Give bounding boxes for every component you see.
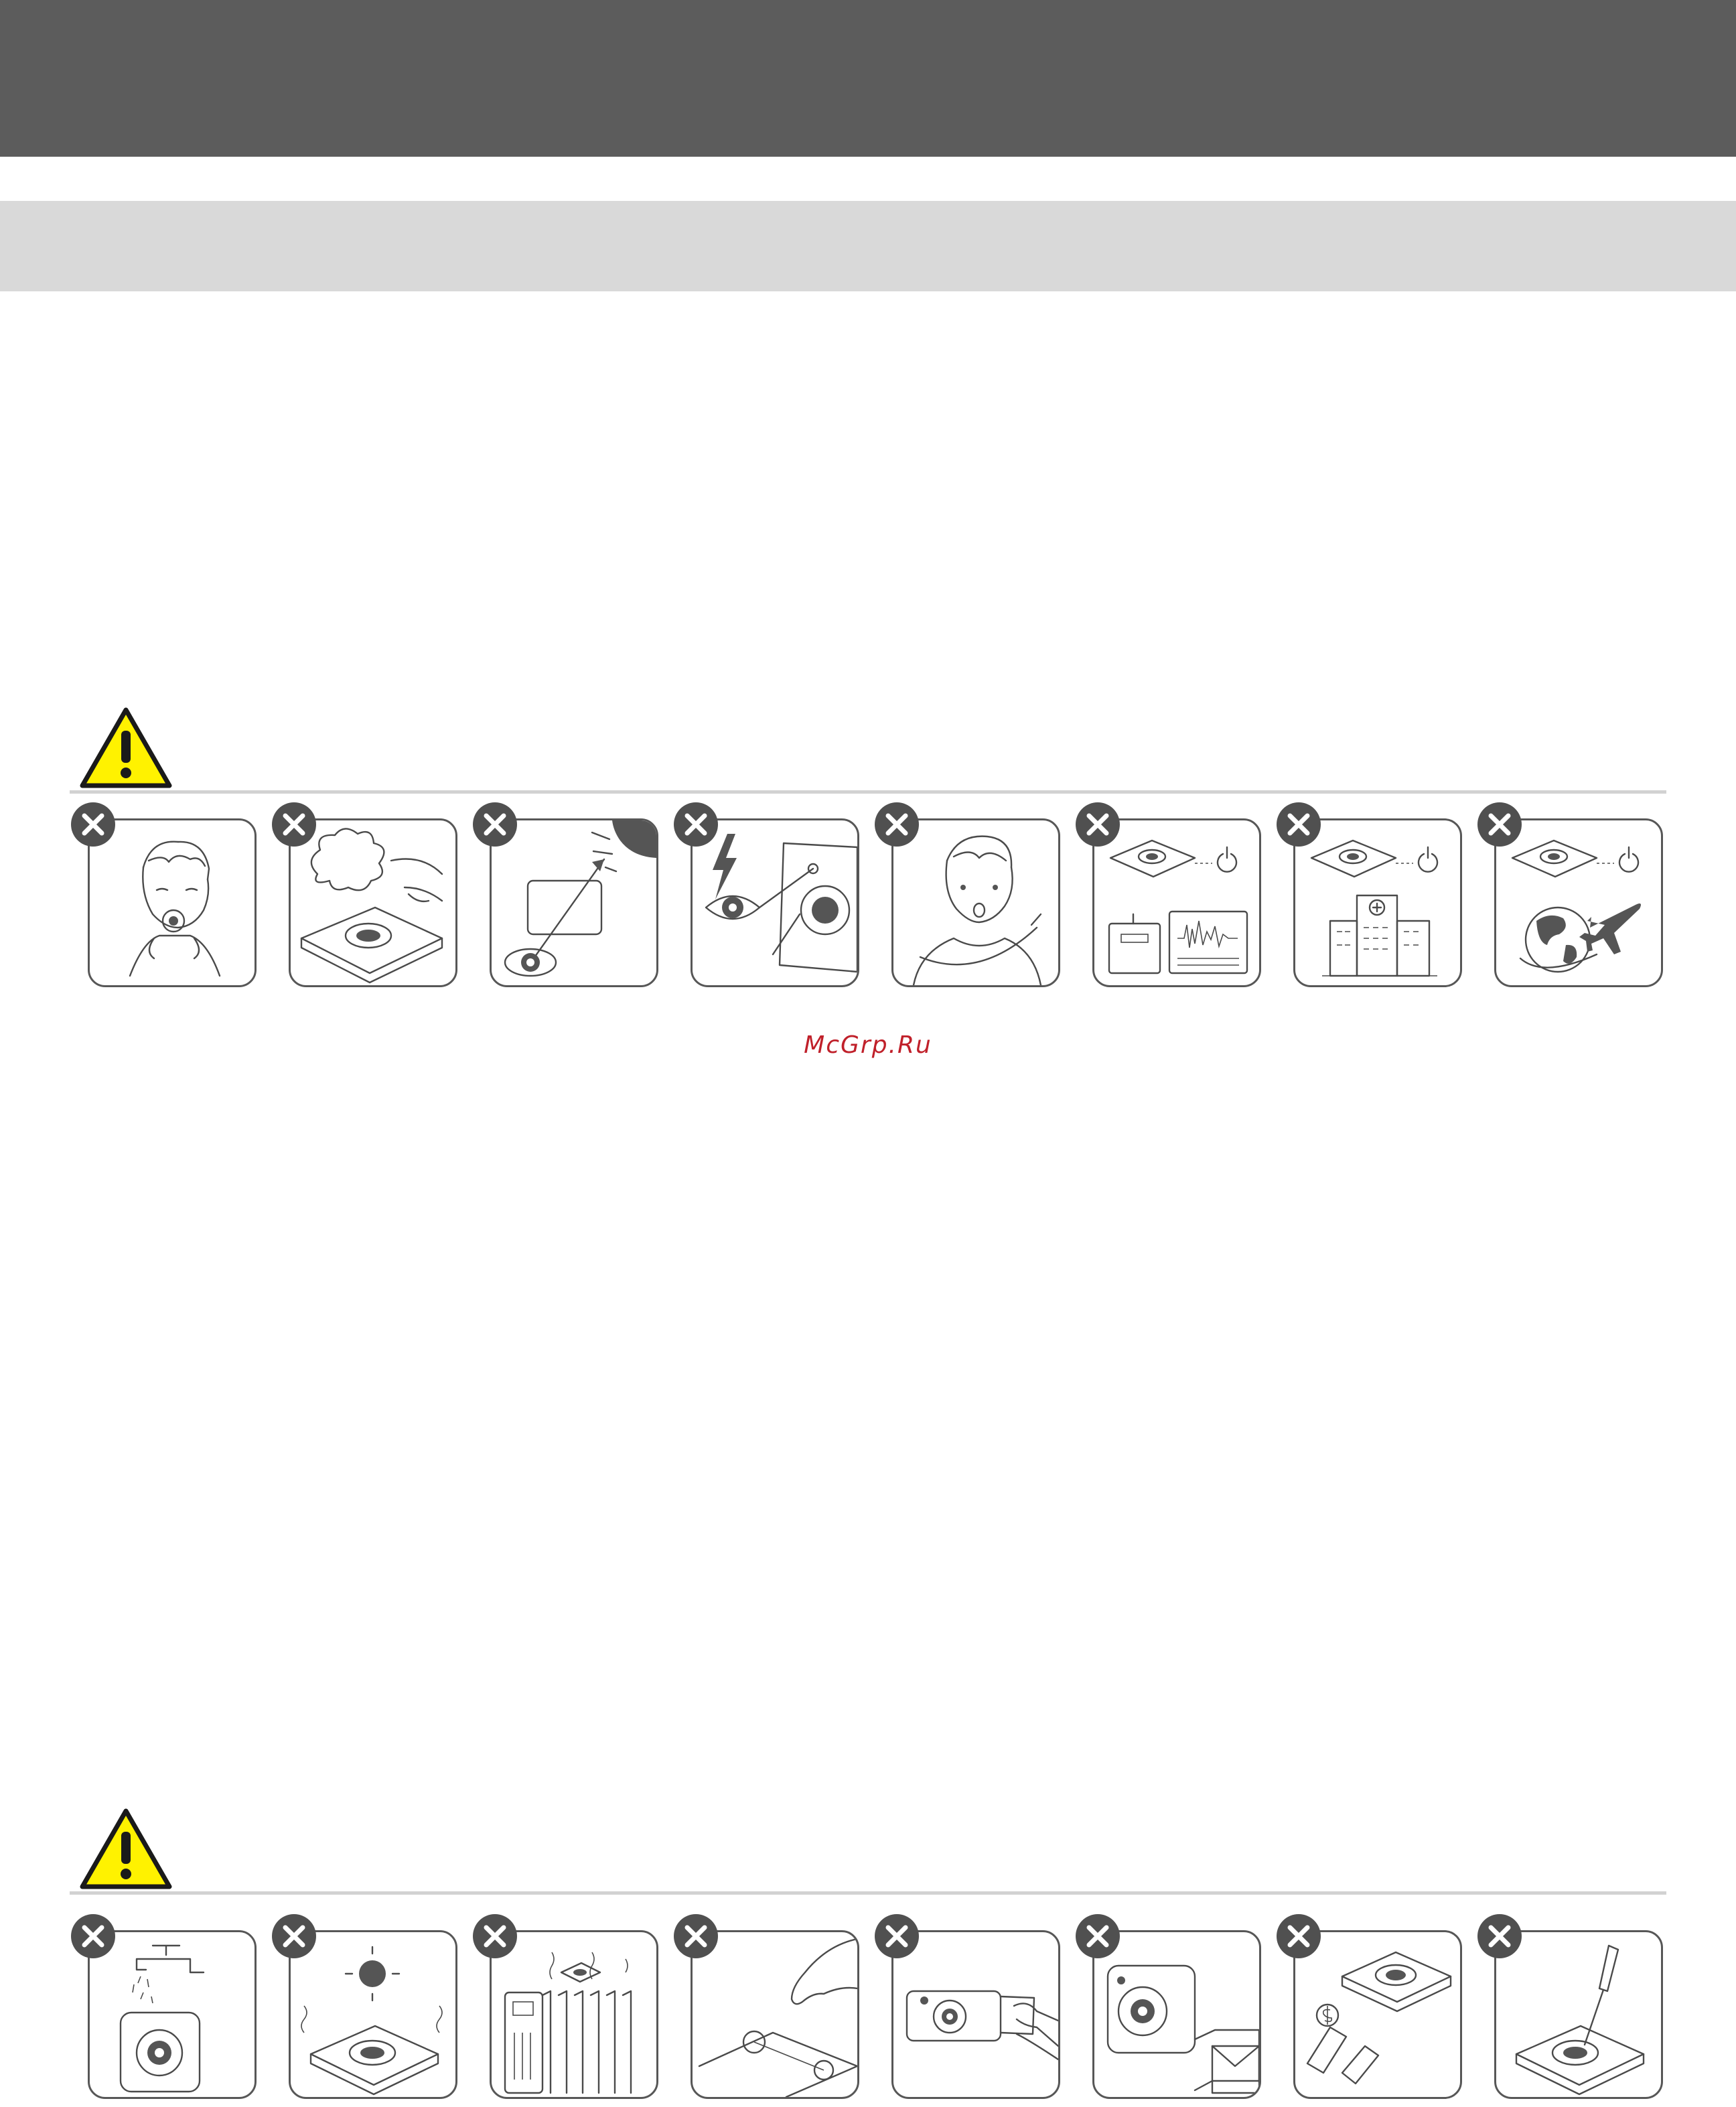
prohibited-x-icon — [1275, 1913, 1322, 1960]
pictogram-tile — [70, 801, 257, 989]
prohibited-x-icon — [271, 801, 317, 848]
pictogram-tile — [271, 1913, 458, 2100]
prohibited-x-icon — [1074, 1913, 1121, 1960]
watermark: McGrp.Ru — [804, 1031, 932, 1059]
pictogram-tile — [1275, 801, 1463, 989]
header-bar — [0, 0, 1736, 157]
section-divider — [70, 1891, 1666, 1895]
prohibited-x-icon — [1275, 801, 1322, 848]
prohibited-x-icon — [1476, 1913, 1523, 1960]
pictogram-tile — [672, 801, 860, 989]
prohibited-x-icon — [472, 801, 518, 848]
prohibited-x-icon — [70, 1913, 117, 1960]
pictogram-tile — [672, 1913, 860, 2100]
pictogram-tile — [1476, 1913, 1664, 2100]
pictogram-tile — [271, 801, 458, 989]
pictogram-tile — [70, 1913, 257, 2100]
pictogram-tile — [472, 1913, 659, 2100]
prohibited-x-icon — [271, 1913, 317, 1960]
prohibited-x-icon — [1476, 801, 1523, 848]
pictogram-tile — [1476, 801, 1664, 989]
pictogram-tile — [1275, 1913, 1463, 2100]
prohibited-x-icon — [672, 1913, 719, 1960]
prohibited-x-icon — [70, 801, 117, 848]
pictogram-row-2 — [70, 1913, 1666, 2107]
pictogram-tile — [873, 1913, 1061, 2100]
pictogram-tile — [472, 801, 659, 989]
prohibited-x-icon — [472, 1913, 518, 1960]
subheader-bar — [0, 201, 1736, 291]
pictogram-tile — [1074, 1913, 1262, 2100]
prohibited-x-icon — [672, 801, 719, 848]
warning-triangle-icon — [79, 1808, 173, 1891]
warning-triangle-icon — [79, 707, 173, 790]
pictogram-tile — [1074, 801, 1262, 989]
prohibited-x-icon — [873, 1913, 920, 1960]
pictogram-tile — [873, 801, 1061, 989]
prohibited-x-icon — [1074, 801, 1121, 848]
section-divider — [70, 790, 1666, 794]
prohibited-x-icon — [873, 801, 920, 848]
pictogram-row-1 — [70, 801, 1666, 995]
